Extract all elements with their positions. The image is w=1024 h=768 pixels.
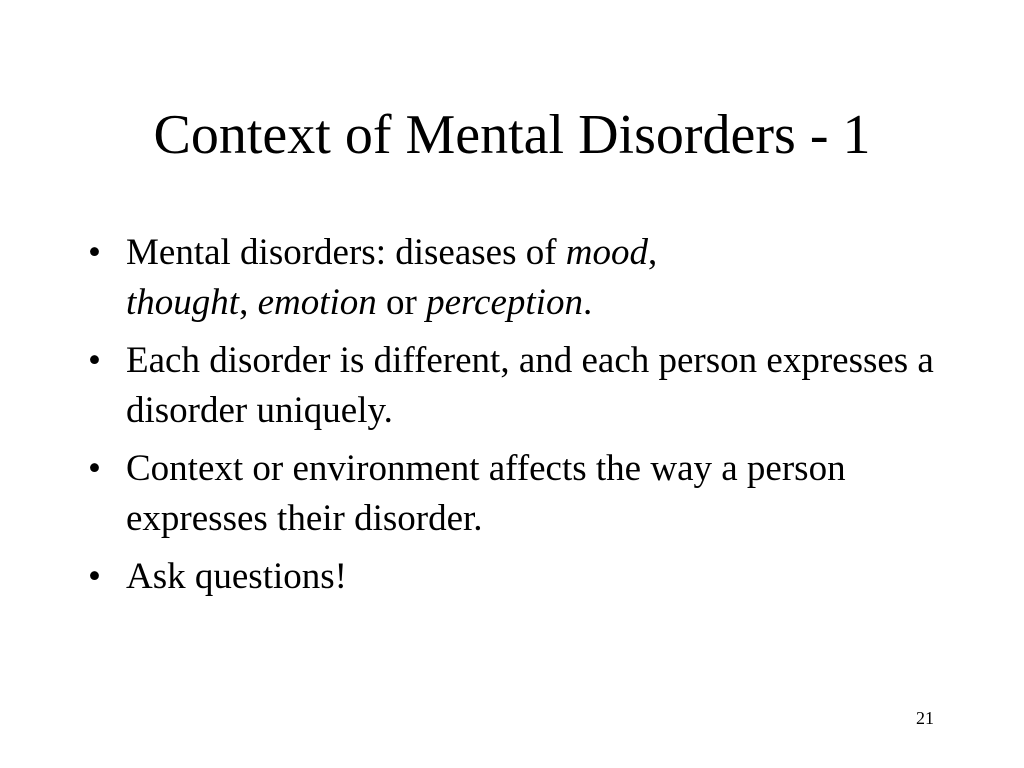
slide-title: Context of Mental Disorders - 1 bbox=[153, 104, 871, 166]
text-segment: . bbox=[582, 282, 593, 323]
bullet-text: Each disorder is different, and each person expresses a disorder uniquely. bbox=[126, 340, 934, 431]
bullet-item bbox=[86, 336, 946, 436]
italic-segment: perception bbox=[426, 282, 583, 323]
page-number: 21 bbox=[916, 708, 934, 728]
bullet-mark: • bbox=[88, 556, 101, 597]
italic-segment: thought bbox=[126, 282, 240, 323]
text-segment: , bbox=[648, 232, 658, 273]
bullet-text: Context or environment affects the way a person expresses their disorder. bbox=[126, 448, 846, 539]
italic-segment: mood bbox=[565, 232, 649, 273]
bullet-text bbox=[126, 232, 657, 323]
italic-segment: emotion bbox=[257, 282, 377, 323]
bullet-item bbox=[86, 552, 946, 602]
bullet-mark: • bbox=[88, 340, 101, 381]
bullet-mark: • bbox=[88, 232, 101, 273]
text-segment: , bbox=[239, 282, 258, 323]
bullet-mark: • bbox=[88, 448, 101, 489]
text-segment: or bbox=[376, 282, 427, 323]
bullet-list bbox=[86, 228, 946, 610]
bullet-item bbox=[86, 228, 946, 328]
text-segment: Mental disorders: diseases of bbox=[126, 232, 566, 273]
bullet-text: Ask questions! bbox=[126, 556, 347, 597]
bullet-item bbox=[86, 444, 946, 544]
